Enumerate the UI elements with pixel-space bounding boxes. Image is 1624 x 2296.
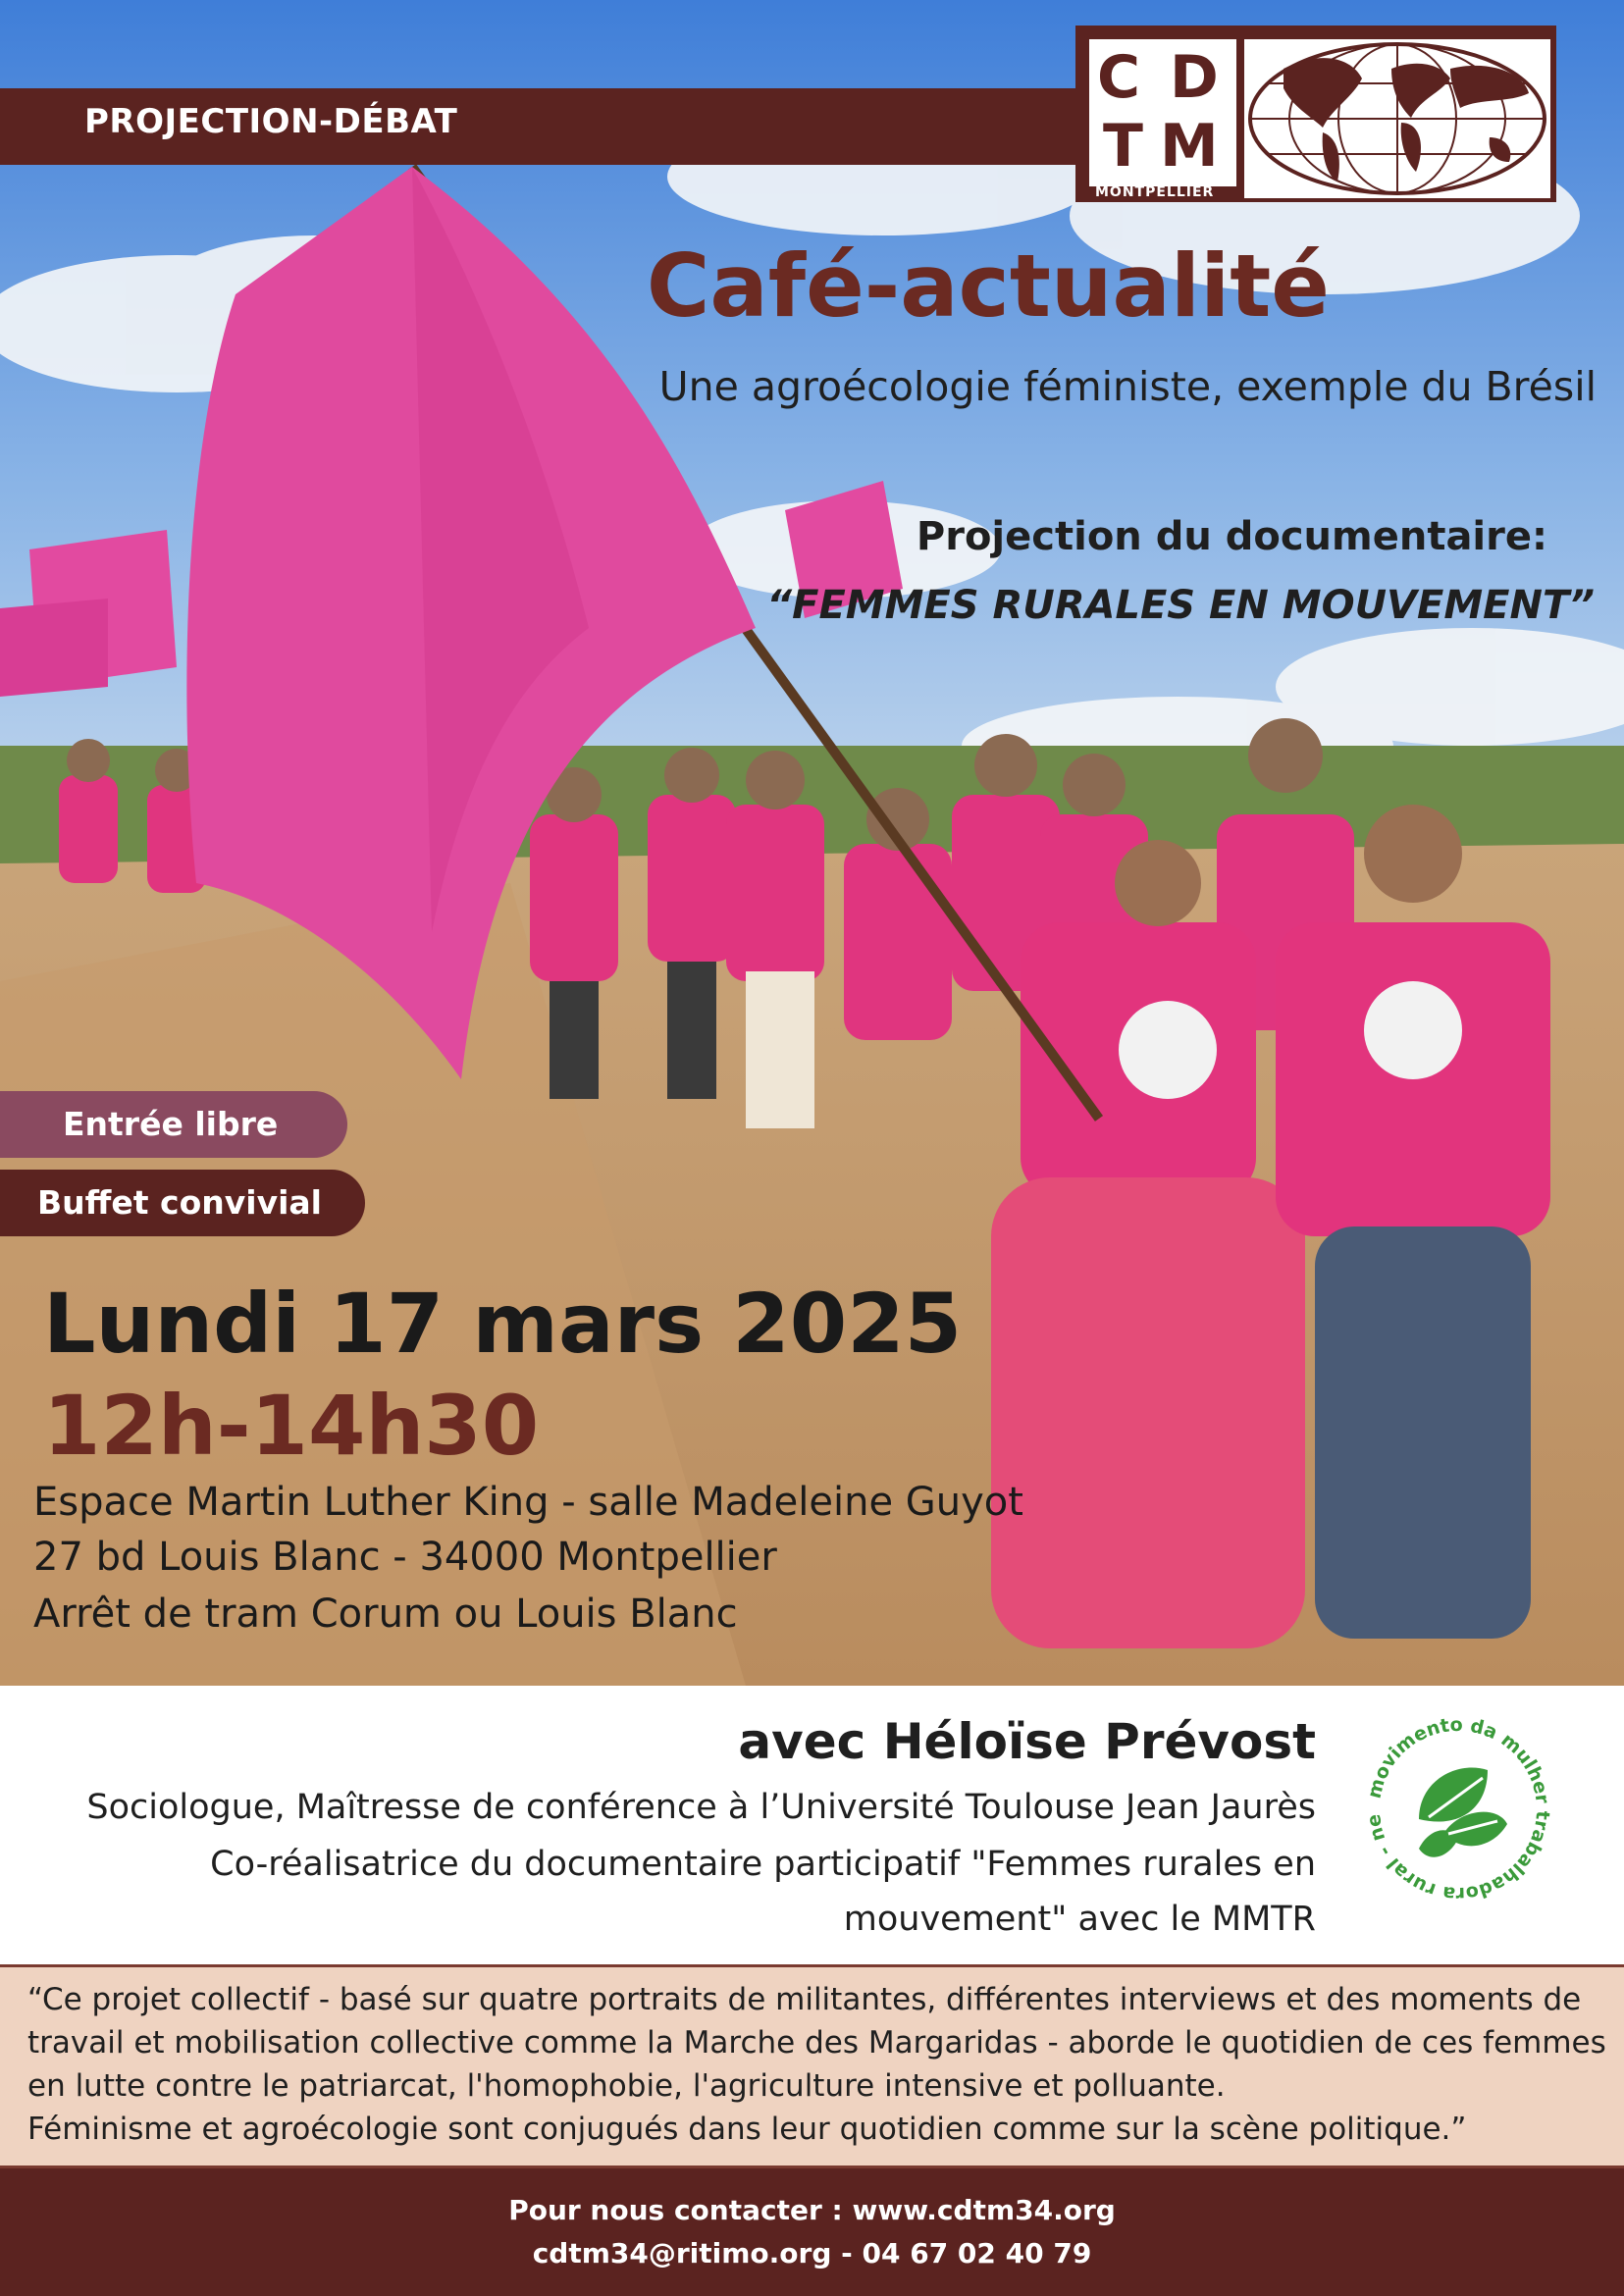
leaf-icon [1419,1767,1507,1856]
mmtr-logo [1350,1701,1566,1917]
address-line-tram: Arrêt de tram Corum ou Louis Blanc [33,1592,738,1637]
quote-line: Féminisme et agroécologie sont conjugués dans leur quotidien comme sur la scène politique.” [27,2112,1467,2147]
documentary-title: “FEMMES RURALES EN MOUVEMENT” [766,583,1595,628]
quote-line: travail et mobilisation collective comme la Marche des Margaridas - aborde le quotidien de ces femmes [27,2025,1606,2061]
speaker-bio-line: Sociologue, Maîtresse de conférence à l’Université Toulouse Jean Jaurès [86,1788,1316,1827]
logo-letter-d: D [1170,43,1219,112]
documentary-label: Projection du documentaire: [916,514,1547,559]
logo-letter-t: T [1103,112,1143,181]
quote-line: en lutte contre le patriarcat, l'homophobie, l'agriculture intensive et polluante. [27,2068,1226,2104]
speaker-bio-line: Co-réalisatrice du documentaire participatif "Femmes rurales en [210,1845,1316,1884]
logo-letters [1089,39,1236,186]
mmtr-logo-text: movimento da mulher trabalhadora rural - ne [1363,1713,1554,1905]
contact-email-phone: cdtm34@ritimo.org - 04 67 02 40 79 [532,2237,1092,2270]
logo-letter-m: M [1160,112,1219,181]
quote-line: “Ce projet collectif - basé sur quatre portraits de militantes, différentes interviews et des moments de [27,1982,1582,2017]
address-line-venue: Espace Martin Luther King - salle Madeleine Guyot [33,1480,1023,1525]
buffet-badge: Buffet convivial [0,1170,365,1236]
footer-bar [0,2168,1624,2296]
speaker-name: avec Héloïse Prévost [738,1713,1316,1770]
contact-website: Pour nous contacter : www.cdtm34.org [508,2194,1116,2226]
address-line-street: 27 bd Louis Blanc - 34000 Montpellier [33,1535,777,1580]
globe-icon [1244,39,1550,198]
logo-subtitle: MONTPELLIER [1095,184,1215,200]
event-time: 12h-14h30 [43,1378,540,1474]
logo-letter-c: C [1097,43,1141,112]
event-date: Lundi 17 mars 2025 [43,1276,963,1372]
page-subtitle: Une agroécologie féministe, exemple du Brésil [658,363,1597,410]
speaker-bio-line: mouvement" avec le MMTR [843,1900,1316,1939]
free-entry-badge: Entrée libre [0,1091,347,1158]
cdtm-logo [1075,26,1556,202]
page-title: Café-actualité [646,235,1330,337]
banner-label: PROJECTION-DÉBAT [84,102,458,141]
